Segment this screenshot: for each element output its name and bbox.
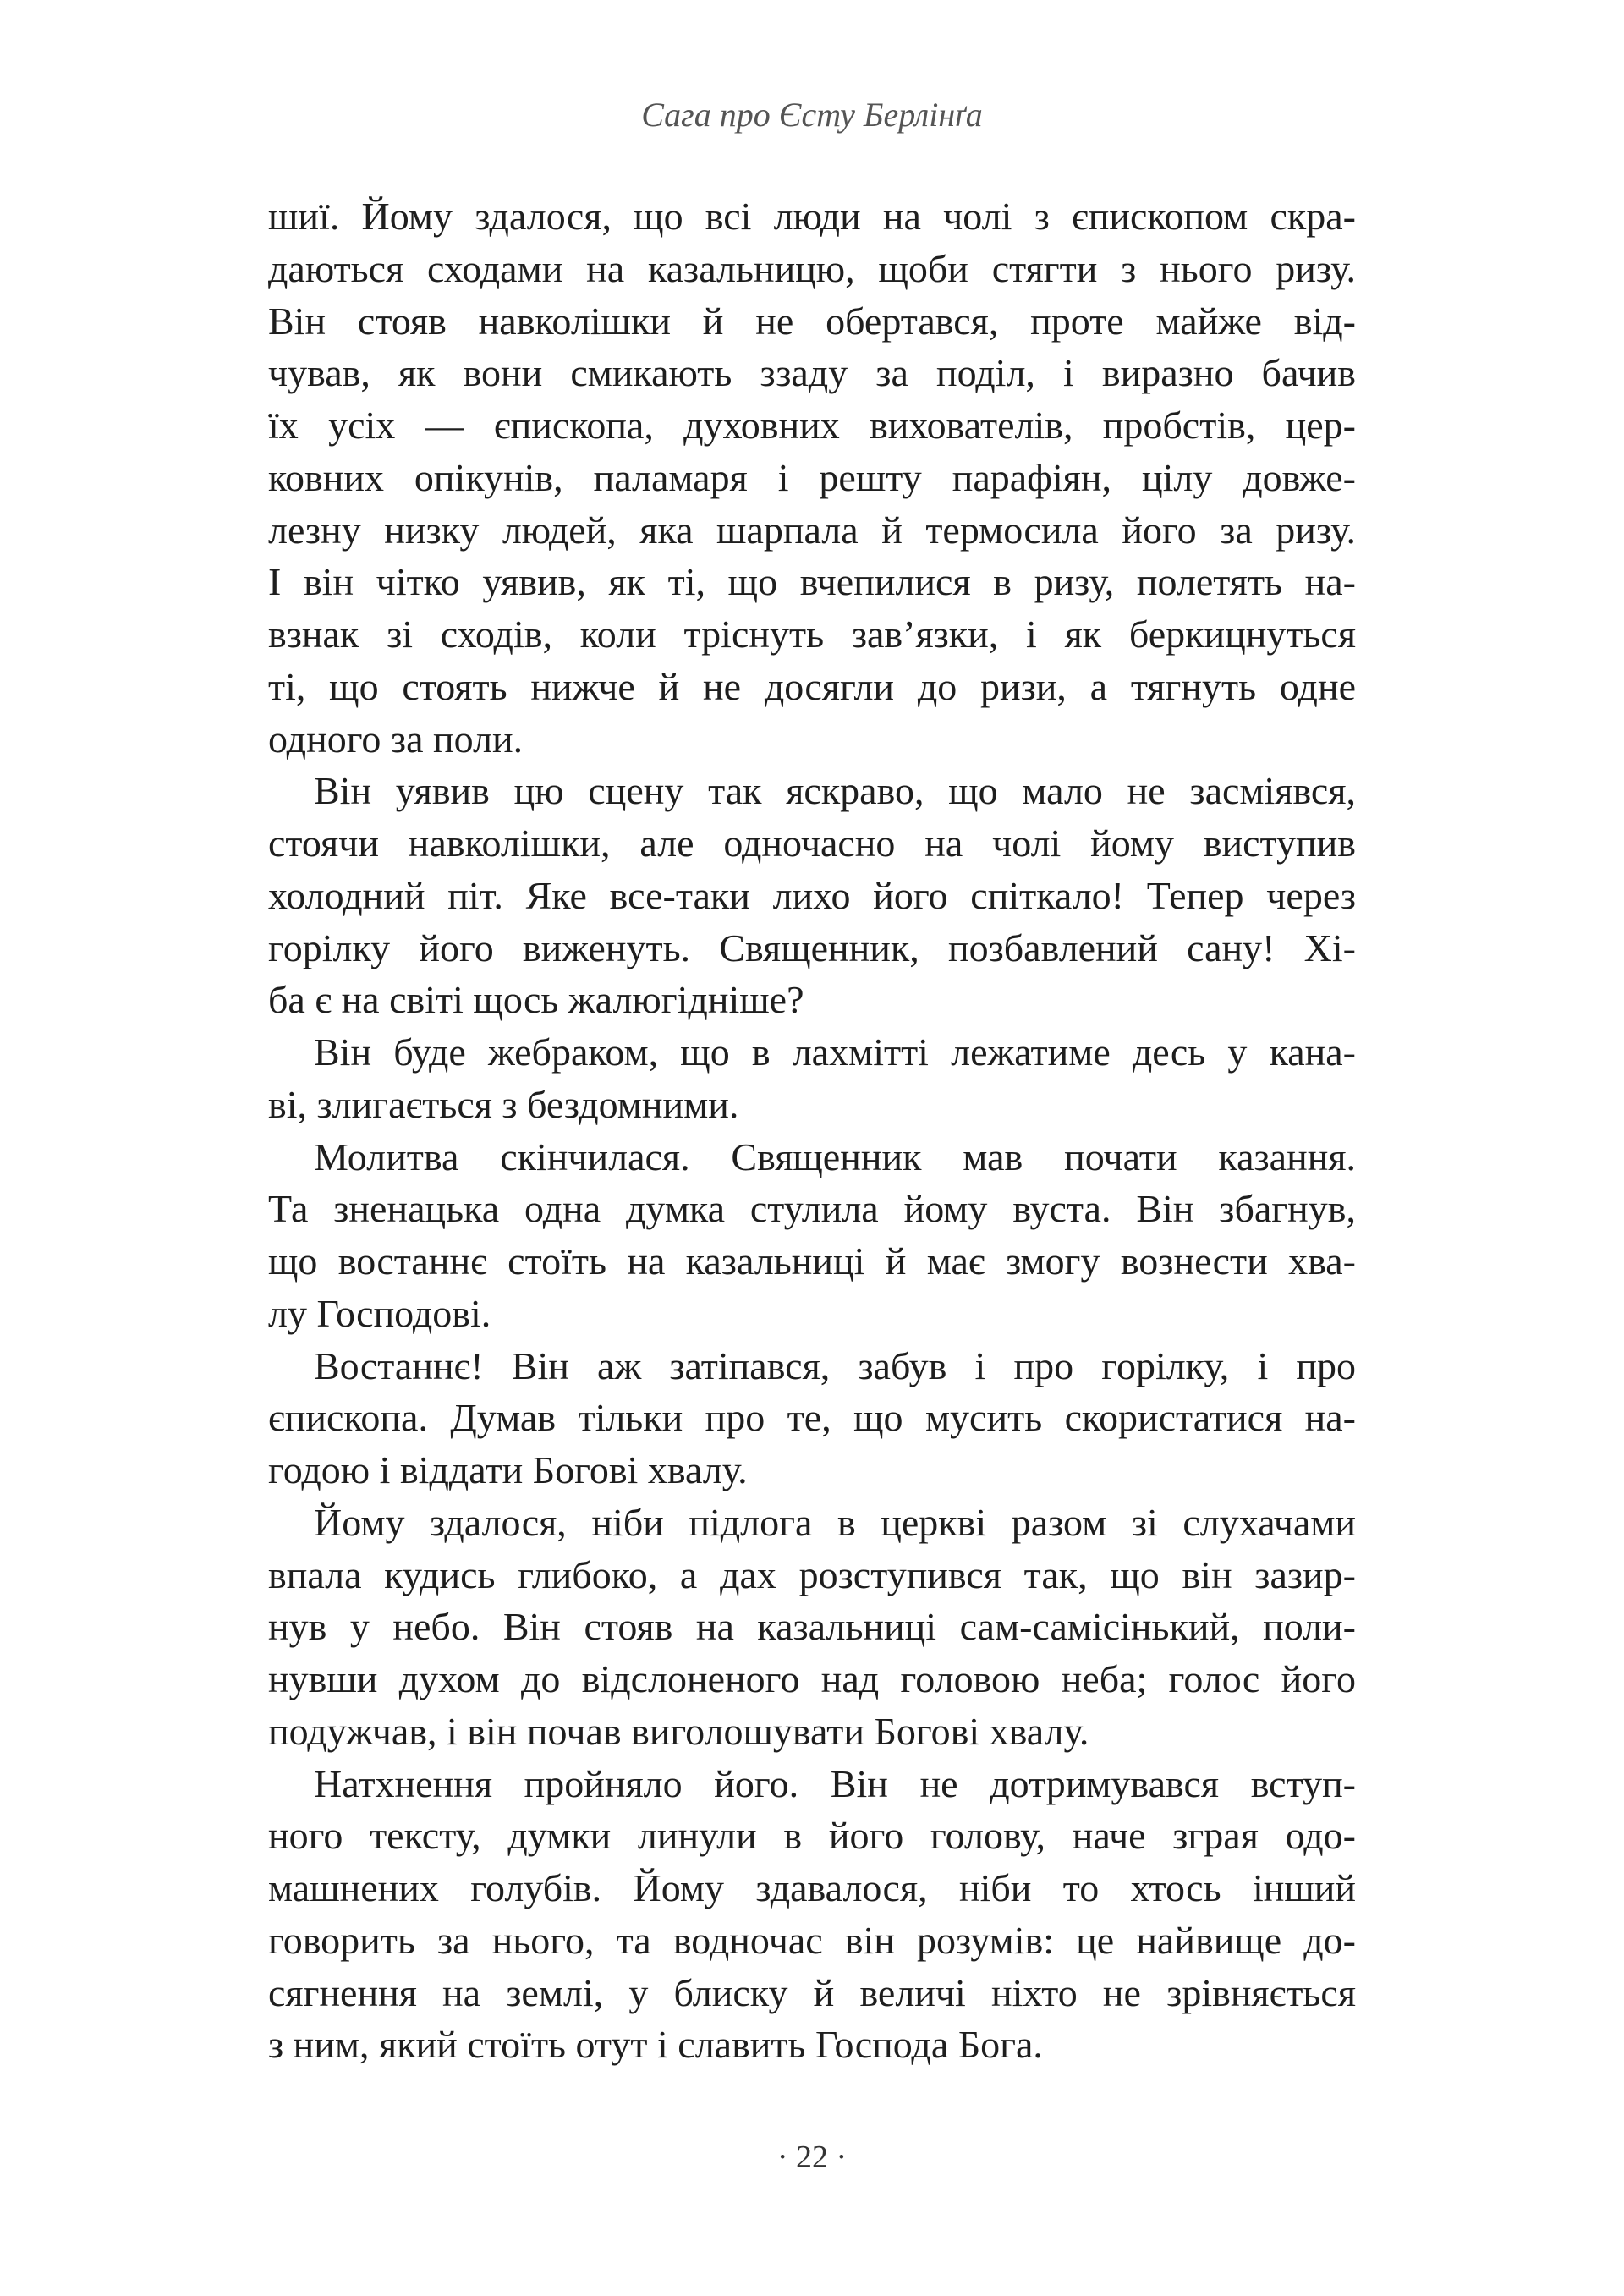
text-line: Молитва скінчилася. Священник мав почати казання. [314, 1134, 1356, 1178]
paragraph [268, 1497, 1356, 1758]
text-line: стоячи навколішки, але одночасно на чолі йому виступив [268, 821, 1356, 865]
text-line: взнак зі сходів, коли тріснуть зав’язки, і як беркицнуться [268, 612, 1356, 656]
paragraph [268, 1026, 1356, 1131]
text-line: їх усіх — єпископа, духовних вихователів, пробстів, цер- [268, 404, 1356, 447]
text-line: Та зненацька одна думка стулила йому вуста. Він збагнув, [268, 1187, 1356, 1231]
text-line: що востаннє стоїть на казальниці й має змогу вознести хва- [268, 1239, 1356, 1283]
text-line: ного тексту, думки линули в його голову, наче зграя одо- [268, 1814, 1356, 1858]
paragraph [268, 190, 1356, 765]
text-line: одного за поли. [268, 717, 524, 761]
text-line: говорить за нього, та водночас він розумів: це найвище до- [268, 1918, 1356, 1962]
text-line: годою і віддати Богові хвалу. [268, 1448, 748, 1491]
text-line: І він чітко уявив, як ті, що вчепилися в ризу, полетять на- [268, 560, 1356, 604]
text-line: Він буде жебраком, що в лахмітті лежатиме десь у кана- [314, 1030, 1356, 1074]
page-number: · 22 · [776, 2139, 848, 2175]
text-line: лезну низку людей, яка шарпала й термосила його за ризу. [268, 508, 1356, 552]
text-line: шиї. Йому здалося, що всі люди на чолі з єпископом скра- [268, 195, 1356, 238]
text-line: ві, злигається з бездомними. [268, 1082, 739, 1126]
text-line: Він уявив цю сцену так яскраво, що мало не засміявся, [314, 769, 1356, 813]
text-line: ба є на світі щось жалюгідніше? [268, 978, 804, 1022]
text-line: даються сходами на казальницю, щоби стягти з нього ризу. [268, 246, 1356, 290]
running-head-title: Сага про Єсту Берлінґа [641, 96, 983, 134]
paragraph [268, 765, 1356, 1026]
text-line: впала кудись глибоко, а дах розступився так, що він зазир- [268, 1552, 1356, 1596]
text-line: з ним, який стоїть отут і славить Господа Бога. [268, 2023, 1043, 2067]
text-line: Йому здалося, ніби підлога в церкві разом зі слухачами [314, 1500, 1356, 1544]
paragraph [268, 1758, 1356, 2072]
text-line: холодний піт. Яке все-таки лихо його спіткало! Тепер через [268, 873, 1356, 917]
text-line: Натхнення пройняло його. Він не дотримувався вступ- [314, 1761, 1356, 1805]
text-line: Востаннє! Він аж затіпався, забув і про горілку, і про [314, 1343, 1356, 1387]
text-line: ковних опікунів, паламаря і решту парафіян, цілу довже- [268, 455, 1356, 499]
text-line: чував, як вони смикають ззаду за поділ, і виразно бачив [268, 351, 1356, 395]
body-text [268, 190, 1356, 2071]
text-line: Він стояв навколішки й не обертався, проте майже від- [268, 299, 1356, 343]
text-line: машнених голубів. Йому здавалося, ніби то хтось інший [268, 1866, 1356, 1909]
text-line: єпископа. Думав тільки про те, що мусить скористатися на- [268, 1396, 1356, 1440]
text-line: сягнення на землі, у блиску й величі ніхто не зрівняється [268, 1970, 1356, 2014]
text-line: нув у небо. Він стояв на казальниці сам-самісінький, поли- [268, 1605, 1356, 1649]
text-line: подужчав, і він почав виголошувати Богові хвалу. [268, 1709, 1089, 1753]
text-line: ті, що стоять нижче й не досягли до ризи, а тягнуть одне [268, 664, 1356, 708]
text-line: лу Господові. [268, 1291, 491, 1335]
paragraph [268, 1340, 1356, 1497]
text-line: горілку його виженуть. Священник, позбавлений сану! Хі- [268, 926, 1356, 969]
text-line: нувши духом до відслоненого над головою неба; голос його [268, 1657, 1356, 1700]
paragraph [268, 1131, 1356, 1340]
